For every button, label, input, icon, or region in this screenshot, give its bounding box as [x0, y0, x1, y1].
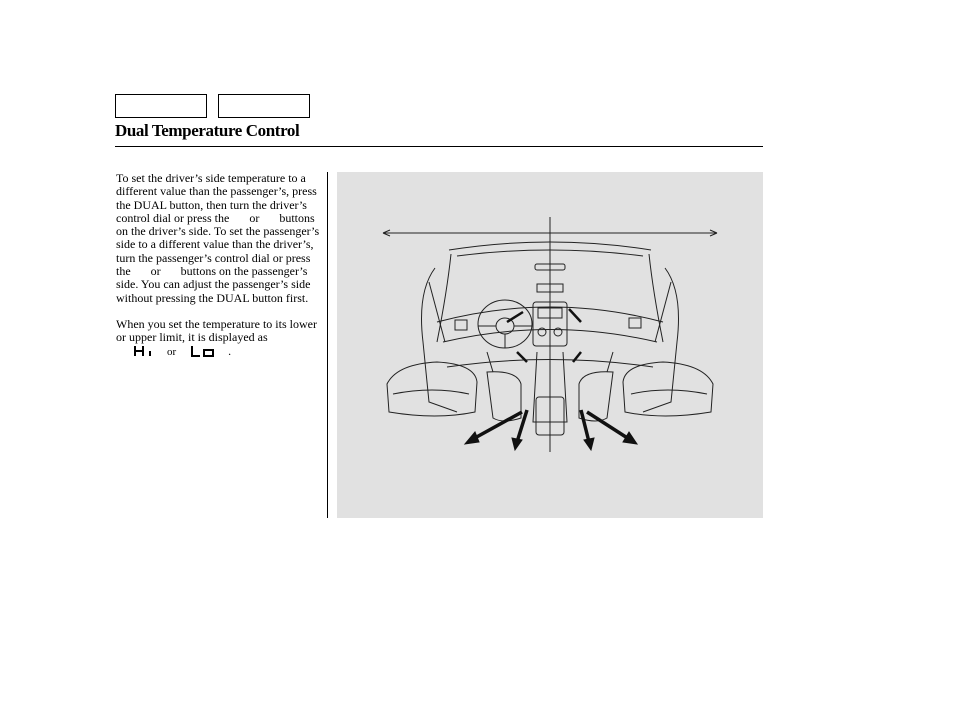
right-seat-back [623, 362, 713, 416]
nav-button-next[interactable] [218, 94, 310, 118]
p2-line: When you set the temperature to its lower or upper limit, it is displayed as [116, 316, 317, 345]
right-vent [629, 318, 641, 328]
p2-or: or [167, 345, 177, 358]
p1-part3: buttons on the driver’s side. To set the passenger’s side to a different value than the driver’s, turn the passenger’s control dial or press the [116, 210, 320, 279]
paragraph-dual [116, 172, 321, 305]
arrow-right-floor-inner [581, 410, 589, 442]
arrow-right-vent [569, 309, 581, 322]
arrow-right-floor-outer [587, 412, 629, 439]
hi-display-icon [133, 305, 155, 360]
right-seat-cushion [579, 372, 613, 421]
section-title: Dual Temperature Control [115, 121, 300, 140]
paragraph-limits [116, 305, 321, 360]
arrow-left-vent [507, 312, 523, 322]
left-seat-back [387, 362, 477, 416]
airflow-arrows [465, 309, 637, 450]
svg-text:H: H [133, 305, 134, 307]
p1-part4: or [150, 264, 161, 279]
p2-end: . [228, 343, 232, 358]
p1-part1: To set the driver’s side temperature to a different value than the passenger’s, press the DUAL button, then turn the driver’s control dial or press the [116, 171, 317, 225]
title-rule [115, 146, 763, 147]
left-vent [455, 320, 467, 330]
lo-display-icon [190, 305, 216, 360]
nav-button-prev[interactable] [115, 94, 207, 118]
svg-text:Lo: Lo [190, 305, 192, 307]
body-text [116, 172, 321, 360]
cabin-illustration [337, 172, 763, 518]
p1-part2: or [249, 210, 260, 225]
arrow-left-floor-outer [473, 412, 522, 439]
cabin-illustration-svg [337, 172, 763, 518]
column-divider [327, 172, 328, 518]
p1-part5: buttons on the passenger’s side. You can adjust the passenger’s side without pressing the DUAL button first. [116, 264, 311, 305]
